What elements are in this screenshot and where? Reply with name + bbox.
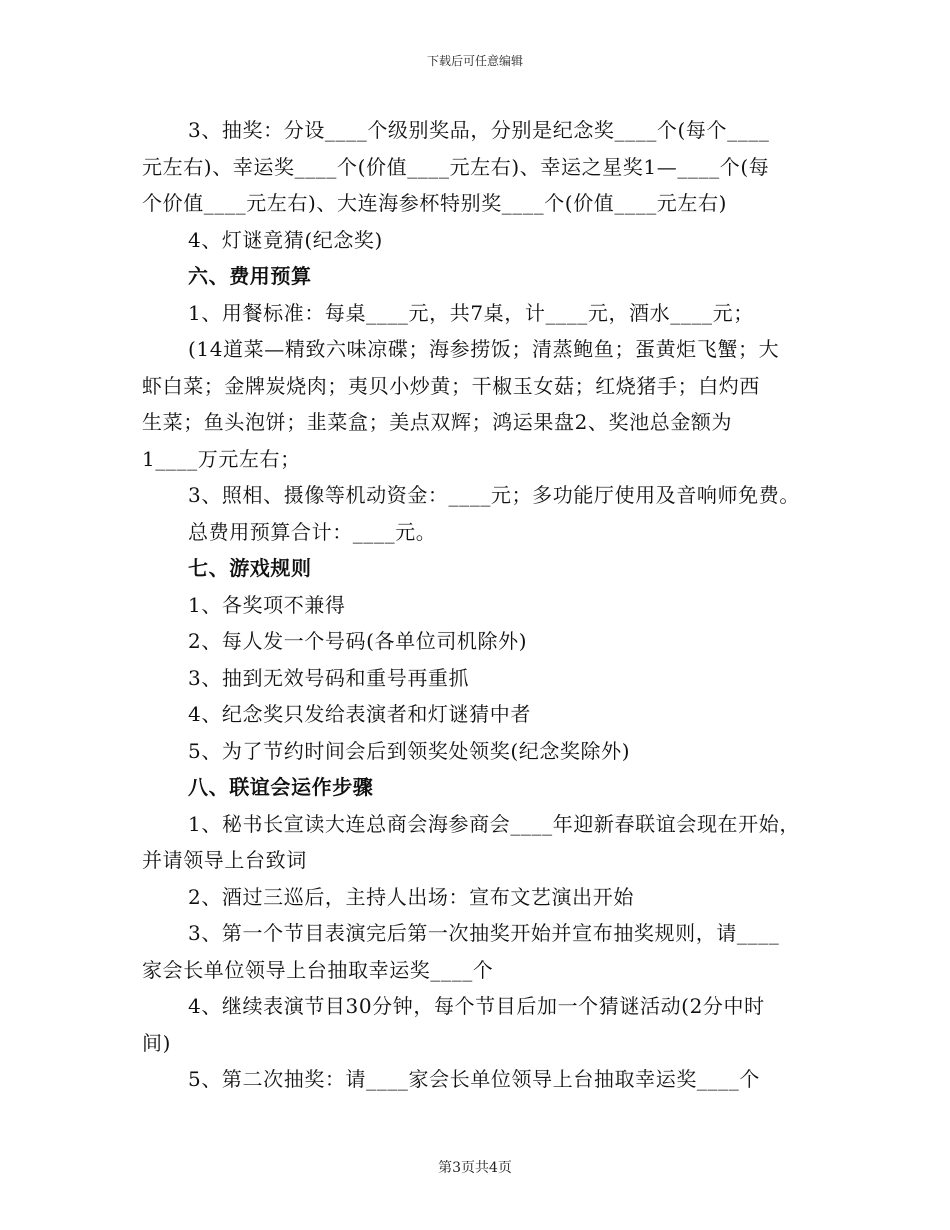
paragraph-line: 1____万元左右； [142,446,301,471]
paragraph-line: 3、第一个节目表演完后第一次抽奖开始并宣布抽奖规则，请____ [188,921,780,945]
paragraph-line: 总费用预算合计：____元。 [188,519,437,544]
page-footer: 第3页共4页 [438,1160,512,1176]
paragraph-line: 2、每人发一个号码(各单位司机除外) [188,629,528,653]
paragraph-line: 生菜；鱼头泡饼；韭菜盒；美点双辉；鸿运果盘2、奖池总金额为 [142,410,733,434]
paragraph-line: 5、为了节约时间会后到领奖处领奖(纪念奖除外) [188,738,631,763]
paragraph-line: 1、秘书长宣读大连总商会海参商会____年迎新春联谊会现在开始， [188,811,800,836]
paragraph-line: 并请领导上台致词 [142,848,307,872]
paragraph-line: 4、继续表演节目30分钟，每个节目后加一个猜谜活动(2分中时 [188,994,765,1018]
section-heading: 七、游戏规则 [188,556,312,580]
paragraph-line: 个价值____元左右)、大连海参杯特别奖____个(价值____元左右) [142,191,728,215]
paragraph-line: 1、用餐标准：每桌____元，共7桌，计____元，酒水____元； [188,300,754,325]
paragraph-line: (14道菜—精致六味凉碟；海参捞饭；清蒸鲍鱼；蛋黄炬飞蟹；大 [188,337,780,361]
paragraph-line: 3、抽奖：分设____个级别奖品，分别是纪念奖____个(每个____ [188,118,770,142]
section-heading: 八、联谊会运作步骤 [188,775,374,799]
section-heading: 六、费用预算 [188,264,312,288]
paragraph-line: 家会长单位领导上台抽取幸运奖____个 [142,957,494,982]
paragraph-line: 4、灯谜竟猜(纪念奖) [188,227,383,252]
paragraph-line: 间) [142,1030,172,1055]
paragraph-line: 1、各奖项不兼得 [188,592,346,617]
page-header: 下载后可任意编辑 [426,54,523,68]
paragraph-line: 元左右)、幸运奖____个(价值____元左右)、幸运之星奖1—____个(每 [142,154,770,179]
paragraph-line: 3、抽到无效号码和重号再重抓 [188,665,470,690]
paragraph-line: 5、第二次抽奖：请____家会长单位领导上台抽取幸运奖____个 [188,1067,760,1091]
paragraph-line: 虾白菜；金牌炭烧肉；夷贝小炒黄；干椒玉女菇；红烧猪手；白灼西 [142,373,760,398]
paragraph-line: 4、纪念奖只发给表演者和灯谜猜中者 [188,702,531,726]
paragraph-line: 2、酒过三巡后，主持人出场：宣布文艺演出开始 [188,884,634,909]
paragraph-line: 3、照相、摄像等机动资金：____元；多功能厅使用及音响师免费。 [188,483,800,507]
document-body [142,112,822,1098]
